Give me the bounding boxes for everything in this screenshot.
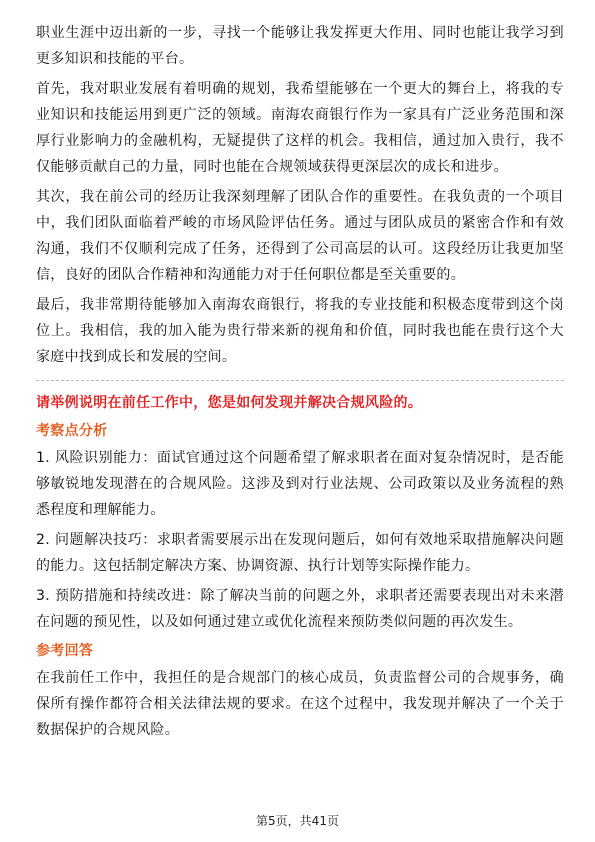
analysis-heading: 考察点分析 [36, 423, 108, 439]
page-content [36, 20, 564, 747]
analysis-point: 3. 预防措施和持续改进：除了解决当前的问题之外，求职者还需要表现出对未来潜在问题的预见性，以及如何通过建立或优化流程来预防类似问题的再次发生。 [36, 588, 564, 630]
intro-paragraph: 首先，我对职业发展有着明确的规划，我希望能够在一个更大的舞台上，将我的专业知识和技能运用到更广泛的领域。南海农商银行作为一家具有广泛业务范围和深厚行业影响力的金融机构，无疑提供了这样的机会。我相信，通过加入贵行，我不仅能够贡献自己的力量，同时也能在合规领域获得更深层次的成长和进步。 [36, 81, 564, 175]
intro-paragraph: 职业生涯中迈出新的一步，寻找一个能够让我发挥更大作用、同时也能让我学习到更多知识和技能的平台。 [36, 25, 564, 67]
intro-paragraph: 其次，我在前公司的经历让我深刻理解了团队合作的重要性。在我负责的一个项目中，我们团队面临着严峻的市场风险评估任务。通过与团队成员的紧密合作和有效沟通，我们不仅顺利完成了任务，还得到了公司高层的认可。这段经历让我更加坚信，良好的团队合作精神和沟通能力对于任何职位都是至关重要的。 [36, 189, 564, 283]
page-number: 第5页，共41页 [256, 814, 339, 828]
intro-paragraph: 最后，我非常期待能够加入南海农商银行，将我的专业技能和积极态度带到这个岗位上。我相信，我的加入能为贵行带来新的视角和价值，同时我也能在贵行这个大家庭中找到成长和发展的空间。 [36, 297, 564, 365]
reference-answer-text: 在我前任工作中，我担任的是合规部门的核心成员，负责监督公司的合规事务，确保所有操作都符合相关法律法规的要求。在这个过程中，我发现并解决了一个关于数据保护的合规风险。 [36, 670, 564, 738]
reference-answer-heading: 参考回答 [36, 643, 94, 659]
analysis-point: 1. 风险识别能力：面试官通过这个问题希望了解求职者在面对复杂情况时，是否能够敏锐地发现潜在的合规风险。这涉及到对行业法规、公司政策以及业务流程的熟悉程度和理解能力。 [36, 450, 564, 518]
interview-question: 请举例说明在前任工作中，您是如何发现并解决合规风险的。 [36, 395, 423, 411]
section-divider [36, 380, 564, 381]
analysis-point: 2. 问题解决技巧：求职者需要展示出在发现问题后，如何有效地采取措施解决问题的能力。这包括制定解决方案、协调资源、执行计划等实际操作能力。 [36, 532, 564, 574]
